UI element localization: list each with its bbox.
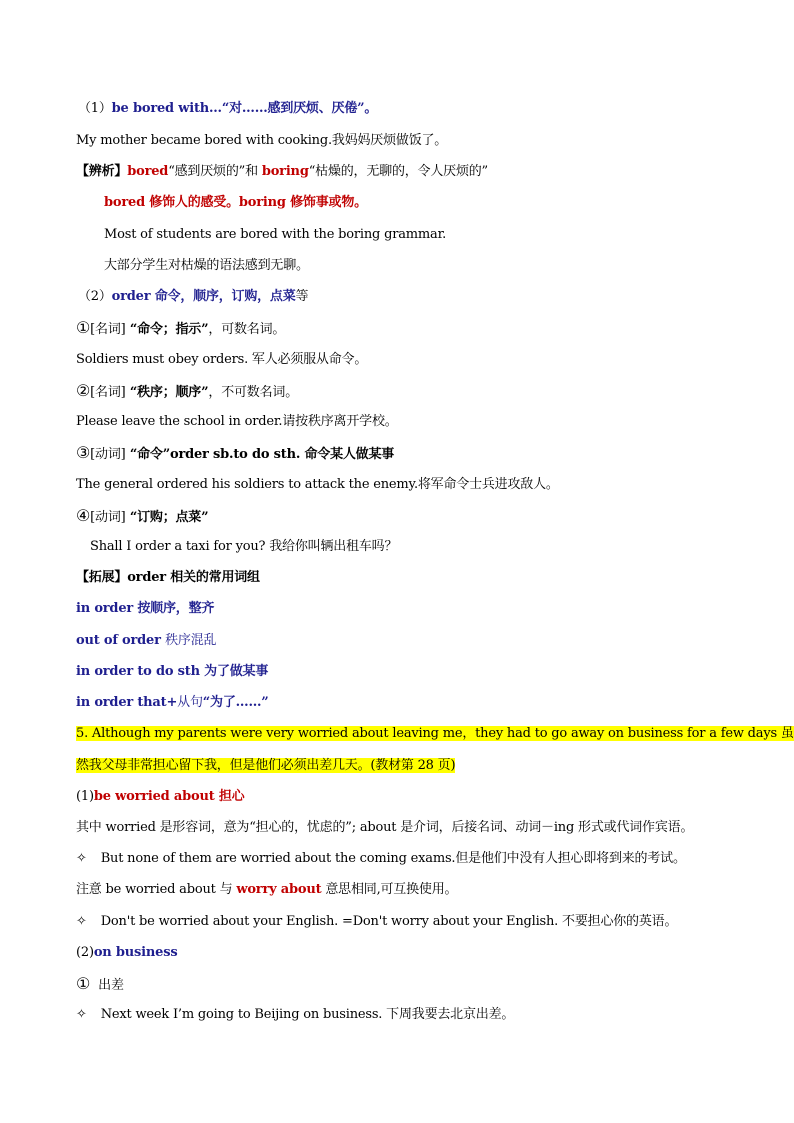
meaning-text: “感到厌烦的”和 [168,164,262,179]
keyword-worry-about: worry about [236,882,322,897]
analysis-line [76,162,488,182]
phrase-meaning: “对……感到厌烦、厌倦”。 [221,101,378,116]
item-number: （2） [78,289,112,304]
analysis-note: bored 修饰人的感受。boring 修饰事或物。 [104,195,367,210]
example-sentence: Most of students are bored with the boring grammar. [104,227,447,242]
phrase-suffix: 等 [295,289,309,304]
sparkle-bullet-icon: ✧ [76,1007,87,1022]
definition-line [76,443,394,465]
phrase-meaning: 秩序混乱 [165,633,217,648]
phrase: on business [93,945,178,960]
part-of-speech: [动词] [90,447,126,462]
item-number: （1） [78,101,112,116]
sparkle-bullet-icon: ✧ [76,851,87,866]
phrase: out of order [76,633,166,648]
phrase: order 命令，顺序，订购，点菜 [111,289,296,304]
definition-line [76,318,285,340]
phrase-item [76,693,269,713]
definition-line [76,381,298,403]
definition-line [76,974,124,996]
section-heading-bored-with [78,99,377,119]
example-sentence: But none of them are worried about the coming exams.但是他们中没有人担心即将到来的考试。 [100,851,686,866]
meaning-text: “枯燥的，无聊的，令人厌烦的” [308,164,488,179]
circled-number: ① [76,974,91,993]
part-of-speech: [名词] [90,385,126,400]
definition: “订购；点菜” [125,510,209,525]
item-number: (1) [76,789,94,804]
section-heading-on-business [76,943,177,963]
phrase-item: in order to do sth 为了做某事 [76,664,269,679]
note-line [76,880,457,900]
example-sentence: Shall I order a taxi for you? 我给你叫辆出租车吗？ [90,539,398,554]
example-sentence: Soldiers must obey orders. 军人必须服从命令。 [76,352,368,367]
extension-label: 【拓展】 [76,570,128,585]
definition: “秩序；顺序” [125,385,209,400]
circled-number: ④ [76,506,91,525]
highlighted-sentence [76,724,794,744]
item-number: (2) [76,945,94,960]
section-heading-order [78,287,308,307]
definition-line [76,506,208,528]
note-text: 意思相同,可互换使用。 [321,882,458,897]
bullet-example [76,849,686,869]
part-of-speech: [动词] [90,510,126,525]
note-text: 注意 be worried about 与 [76,882,237,897]
highlighted-text: 5. Although my parents were very worried about leaving me，they had to go away on business for a few days 虽 [76,726,794,741]
circled-number: ① [76,318,91,337]
definition-note: ，不可数名词。 [208,385,298,400]
highlighted-text: 然我父母非常担心留下我，但是他们必须出差几天。(教材第 28 页) [76,758,456,773]
phrase-meaning: 担心 [214,789,245,804]
phrase: be bored with… [111,101,222,116]
keyword-bored: bored [127,164,169,179]
phrase-item: in order 按顺序，整齐 [76,601,215,616]
bullet-example [76,912,677,932]
analysis-label: 【辨析】 [76,164,128,179]
section-heading-worried-about [76,787,244,807]
phrase-meaning: “为了……” [202,695,269,710]
example-sentence: Next week I’m going to Beijing on business. 下周我要去北京出差。 [100,1007,515,1022]
extension-title: order 相关的常用词组 [127,570,260,585]
explanation-text: 其中 worried 是形容词，意为“担心的，忧虑的”; about 是介词，后接名词、动词－ing 形式或代词作宾语。 [76,820,694,835]
extension-heading [76,568,260,588]
definition: “命令；指示” [125,322,209,337]
highlighted-sentence [76,756,455,776]
example-translation: 大部分学生对枯燥的语法感到无聊。 [104,258,309,273]
phrase: be worried about [93,789,215,804]
bullet-example [76,1005,514,1025]
definition: 出差 [98,978,124,993]
sparkle-bullet-icon: ✧ [76,914,87,929]
definition: “命令”order sb.to do sth. 命令某人做某事 [125,447,395,462]
circled-number: ③ [76,443,91,462]
example-sentence: The general ordered his soldiers to attack the enemy.将军命令士兵进攻敌人。 [76,477,559,492]
example-sentence: Don't be worried about your English. =Don't worry about your English. 不要担心你的英语。 [100,914,678,929]
phrase-item [76,631,216,651]
phrase-clause: 从句 [177,695,203,710]
example-sentence: My mother became bored with cooking.我妈妈厌烦做饭了。 [76,133,448,148]
example-sentence: Please leave the school in order.请按秩序离开学校。 [76,414,398,429]
phrase: in order that+ [76,695,178,710]
circled-number: ② [76,381,91,400]
keyword-boring: boring [261,164,309,179]
definition-note: ，可数名词。 [208,322,286,337]
part-of-speech: [名词] [90,322,126,337]
